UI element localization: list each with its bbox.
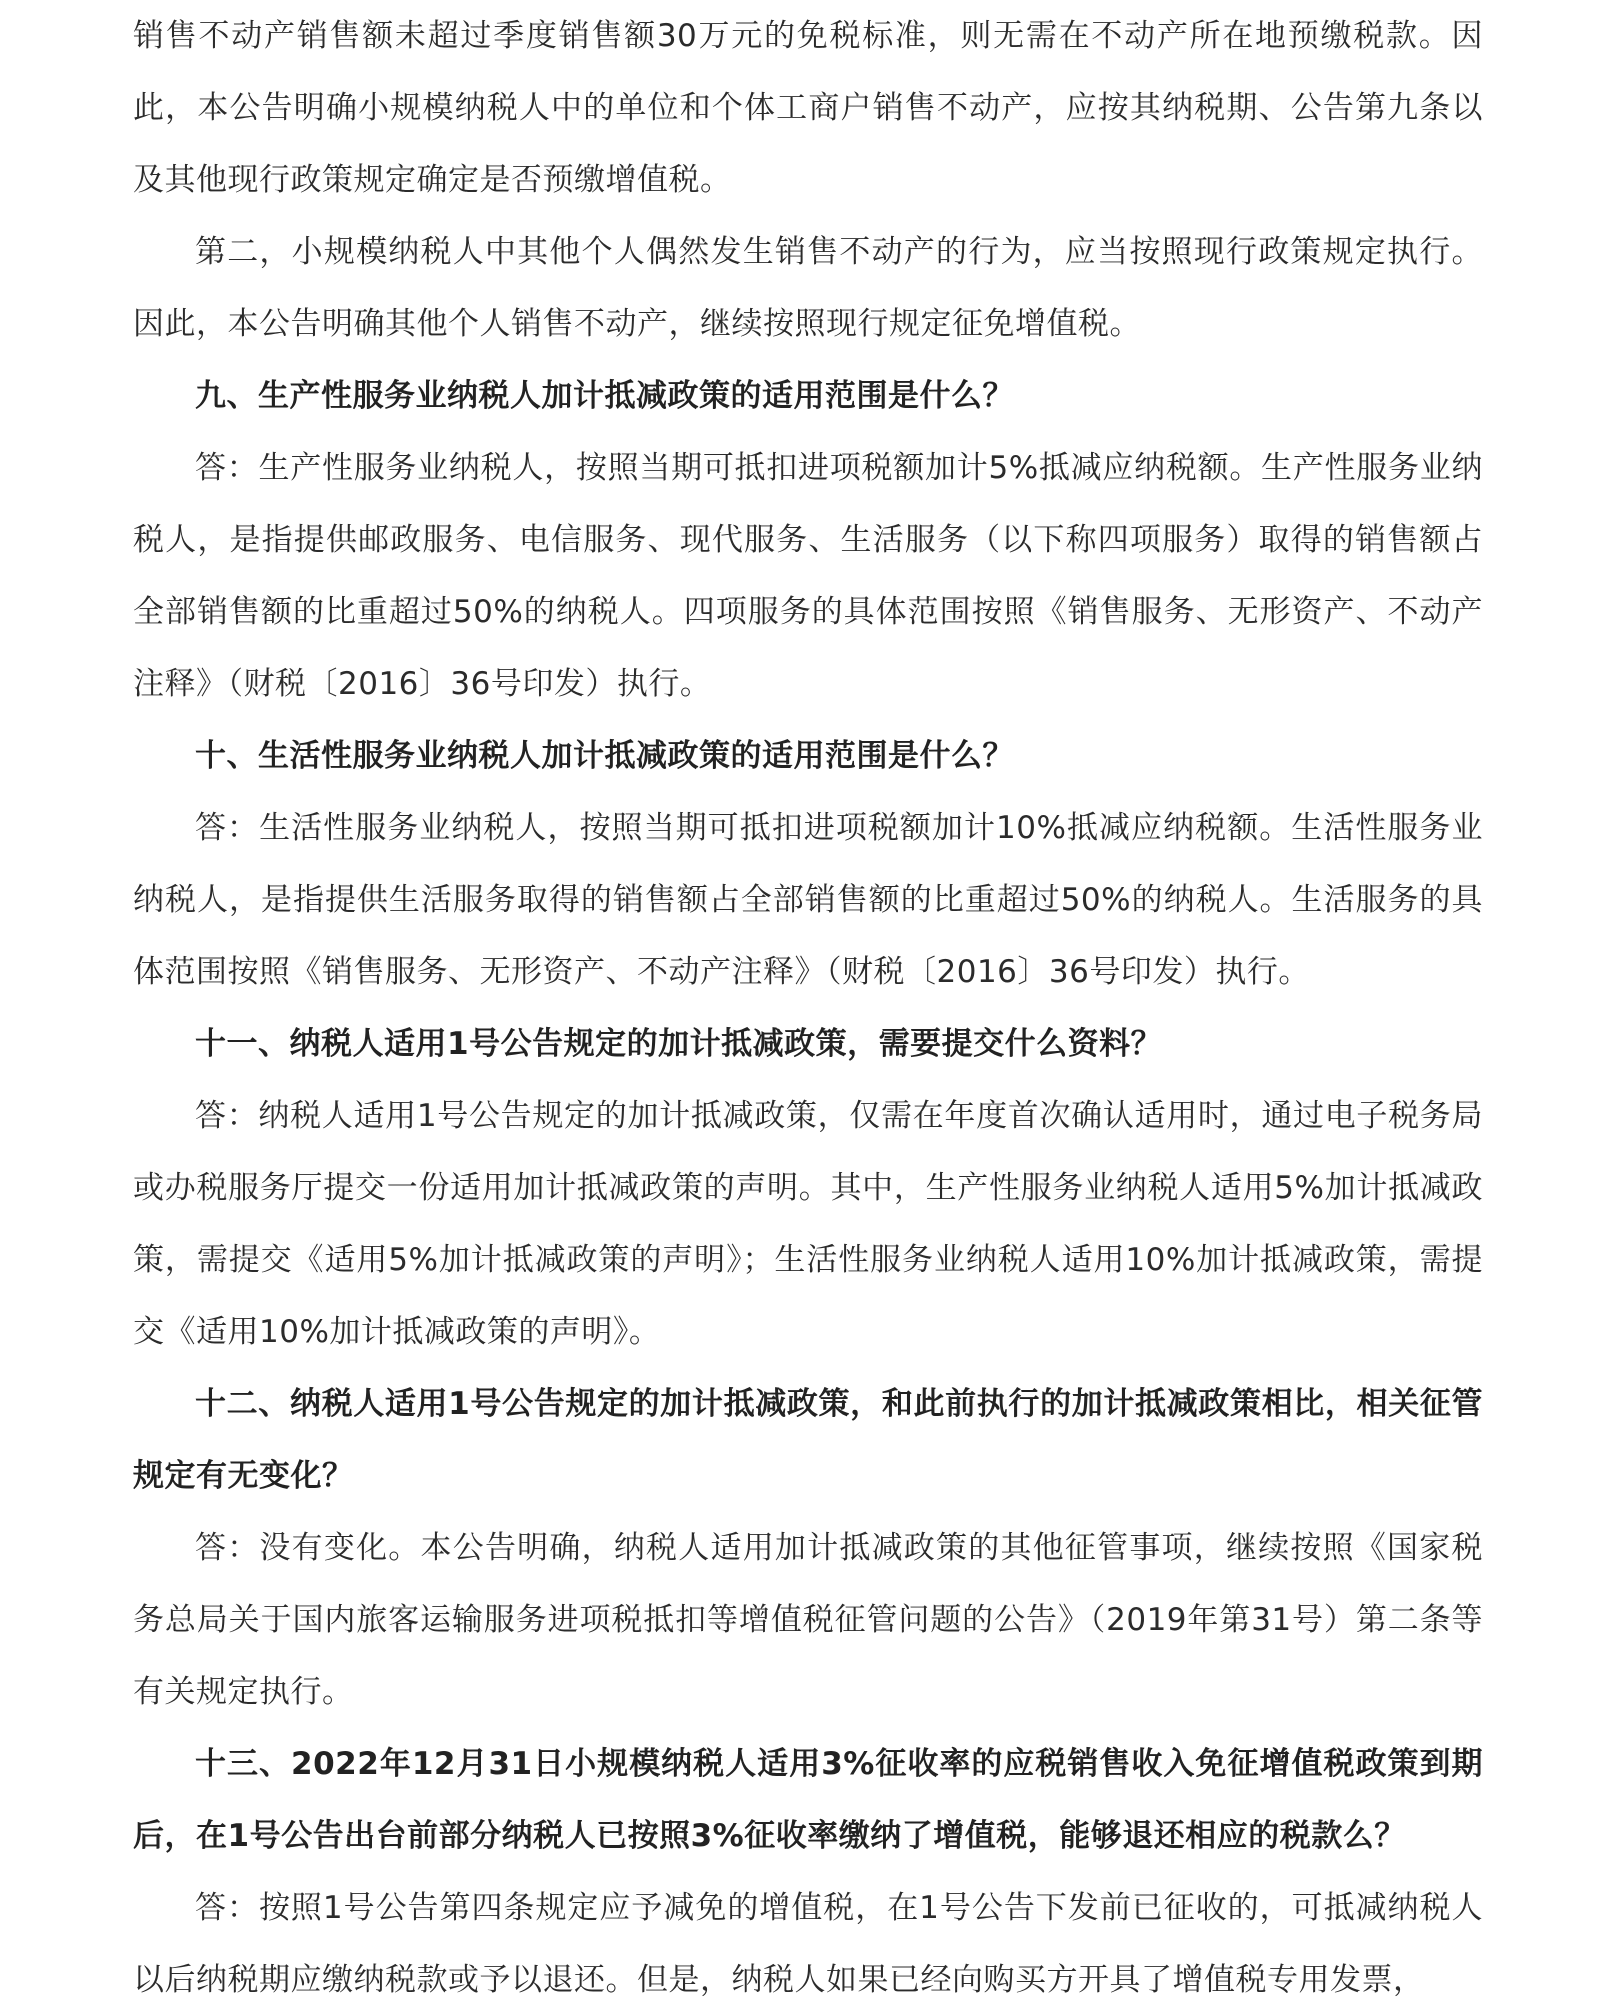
heading-question-12: 十二、纳税人适用1号公告规定的加计抵减政策，和此前执行的加计抵减政策相比，相关征管规定有无变化？ bbox=[133, 1386, 1483, 1494]
document-body bbox=[133, 0, 1483, 2016]
heading-question-9: 九、生产性服务业纳税人加计抵减政策的适用范围是什么？ bbox=[195, 378, 1014, 414]
answer-question-13: 答：按照1号公告第四条规定应予减免的增值税，在1号公告下发前已征收的，可抵减纳税人以后纳税期应缴纳税款或予以退还。但是，纳税人如果已经向购买方开具了增值税专用发票， bbox=[133, 1890, 1483, 1998]
heading-question-10: 十、生活性服务业纳税人加计抵减政策的适用范围是什么？ bbox=[195, 738, 1014, 774]
paragraph-second-point: 第二，小规模纳税人中其他个人偶然发生销售不动产的行为，应当按照现行政策规定执行。因此，本公告明确其他个人销售不动产，继续按照现行规定征免增值税。 bbox=[133, 234, 1483, 342]
answer-question-11: 答：纳税人适用1号公告规定的加计抵减政策，仅需在年度首次确认适用时，通过电子税务局或办税服务厅提交一份适用加计抵减政策的声明。其中，生产性服务业纳税人适用5%加计抵减政策，需提交《适用5%加计抵减政策的声明》；生活性服务业纳税人适用10%加计抵减政策，需提交《适用10%加计抵减政策的声明》。 bbox=[133, 1098, 1483, 1350]
heading-question-13: 十三、2022年12月31日小规模纳税人适用3%征收率的应税销售收入免征增值税政策到期后，在1号公告出台前部分纳税人已按照3%征收率缴纳了增值税，能够退还相应的税款么？ bbox=[133, 1746, 1483, 1854]
answer-question-10: 答：生活性服务业纳税人，按照当期可抵扣进项税额加计10%抵减应纳税额。生活性服务业纳税人，是指提供生活服务取得的销售额占全部销售额的比重超过50%的纳税人。生活服务的具体范围按照《销售服务、无形资产、不动产注释》（财税〔2016〕36号印发）执行。 bbox=[133, 810, 1483, 990]
answer-question-9: 答：生产性服务业纳税人，按照当期可抵扣进项税额加计5%抵减应纳税额。生产性服务业纳税人，是指提供邮政服务、电信服务、现代服务、生活服务（以下称四项服务）取得的销售额占全部销售额的比重超过50%的纳税人。四项服务的具体范围按照《销售服务、无形资产、不动产注释》（财税〔2016〕36号印发）执行。 bbox=[133, 450, 1483, 702]
heading-question-11: 十一、纳税人适用1号公告规定的加计抵减政策，需要提交什么资料？ bbox=[195, 1026, 1163, 1062]
answer-question-12: 答：没有变化。本公告明确，纳税人适用加计抵减政策的其他征管事项，继续按照《国家税务总局关于国内旅客运输服务进项税抵扣等增值税征管问题的公告》（2019年第31号）第二条等有关规定执行。 bbox=[133, 1530, 1483, 1710]
paragraph-continuation-prepayment: 销售不动产销售额未超过季度销售额30万元的免税标准，则无需在不动产所在地预缴税款。因此，本公告明确小规模纳税人中的单位和个体工商户销售不动产，应按其纳税期、公告第九条以及其他现行政策规定确定是否预缴增值税。 bbox=[133, 18, 1483, 198]
